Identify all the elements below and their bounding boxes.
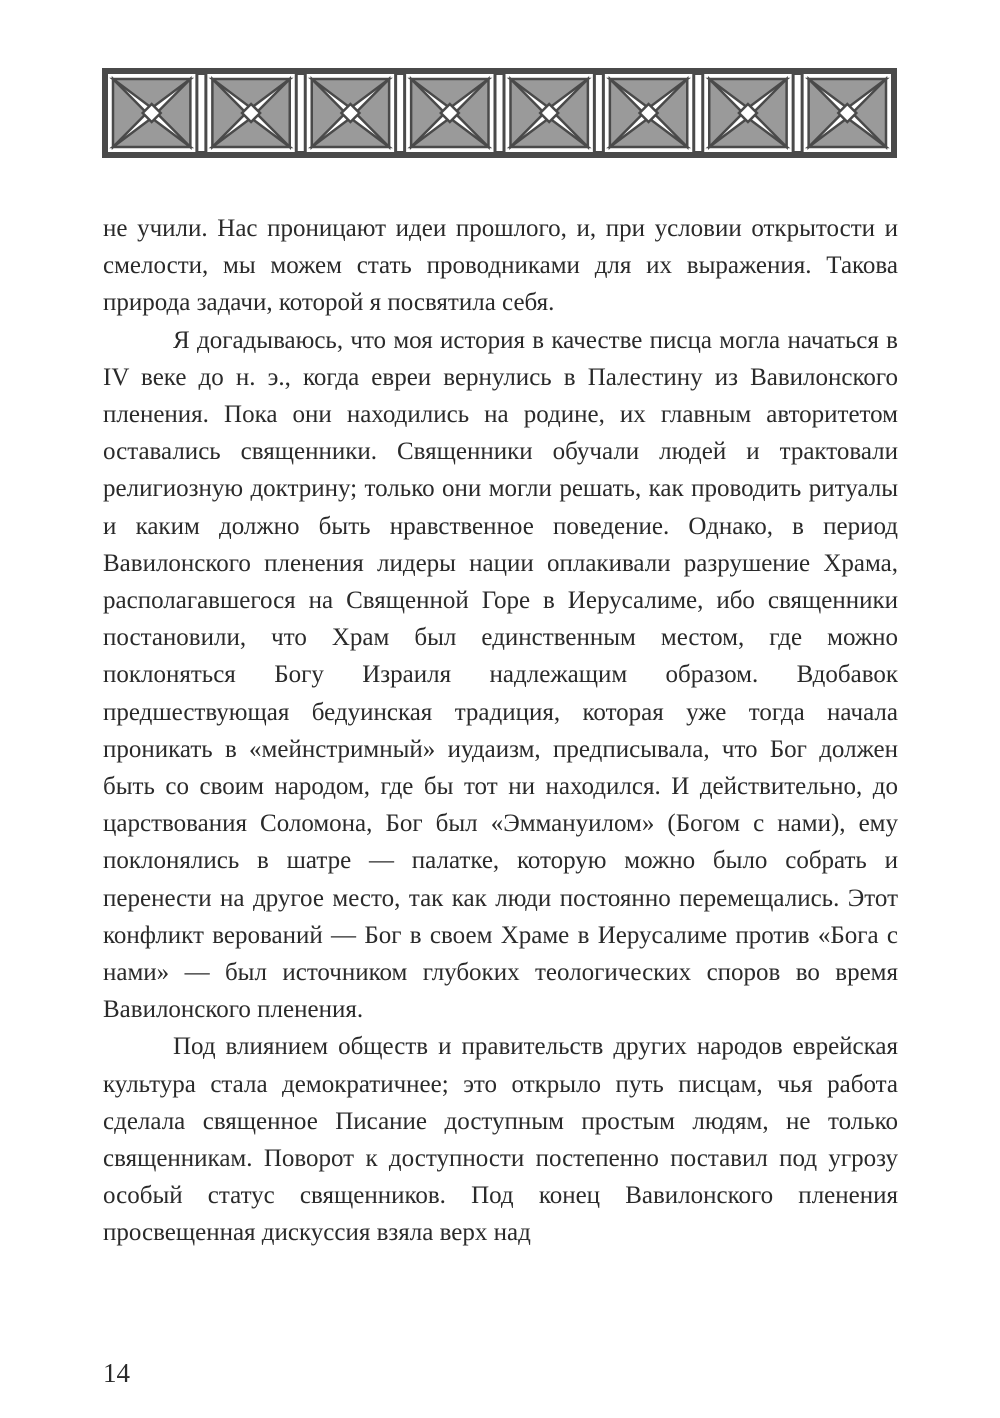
ornament-divider [794, 74, 802, 152]
ornament-divider [396, 74, 404, 152]
decorative-header-ornament [102, 68, 897, 158]
ornament-divider [496, 74, 504, 152]
ornament-divider [694, 74, 702, 152]
ornament-divider [595, 74, 603, 152]
paragraph-2: Я догадываюсь, что моя история в качестве писца могла начаться в IV веке до н. э., когда евреи вернулись в Палестину из Вавилонского пленения. Пока они находились на родине, их главным авторитетом оставались священники. Священники обучали людей и трактовали религиозную доктрину; только они могли решать, как проводить ритуалы и каким должно быть нравственное поведение. Однако, в период Вавилонского пленения лидеры нации оплакивали разрушение Храма, располагавшегося на Священной Горе в Иерусалиме, ибо священники постановили, что Храм был единственным местом, где можно поклоняться Богу Израиля надлежащим образом. Вдобавок предшествующая бедуинская традиция, которая уже тогда начала проникать в «мейнстримный» иудаизм, предписывала, что Бог должен быть со своим народом, где бы тот ни находился. И действительно, до царствования Соломона, Бог был «Эммануилом» (Богом с нами), ему поклонялись в шатре — палатке, которую можно было собрать и перенести на другое место, так как люди постоянно перемещались. Этот конфликт верований — Бог в своем Храме в Иерусалиме против «Бога с нами» — был источником глубоких теологических споров во время Вавилонского пленения. [103, 326, 898, 1024]
ornament-divider [197, 74, 205, 152]
ornament-divider [297, 74, 305, 152]
paragraph-3: Под влиянием обществ и правительств других народов еврейская культура стала демократичнее; это открыло путь писцам, чья работа сделала священное Писание доступным простым людям, не только священникам. Поворот к доступности постепенно поставил под угрозу особый статус священников. Под конец Вавилонского пленения просвещенная дискуссия взяла верх над [103, 1033, 898, 1247]
paragraph-1: не учили. Нас проницают идеи прошлого, и, при условии открытости и смелости, мы можем стать проводниками для их выражения. Такова природа задачи, которой я посвятила себя. [103, 215, 898, 317]
page-number: 14 [103, 1358, 130, 1388]
body-text [103, 210, 898, 1252]
